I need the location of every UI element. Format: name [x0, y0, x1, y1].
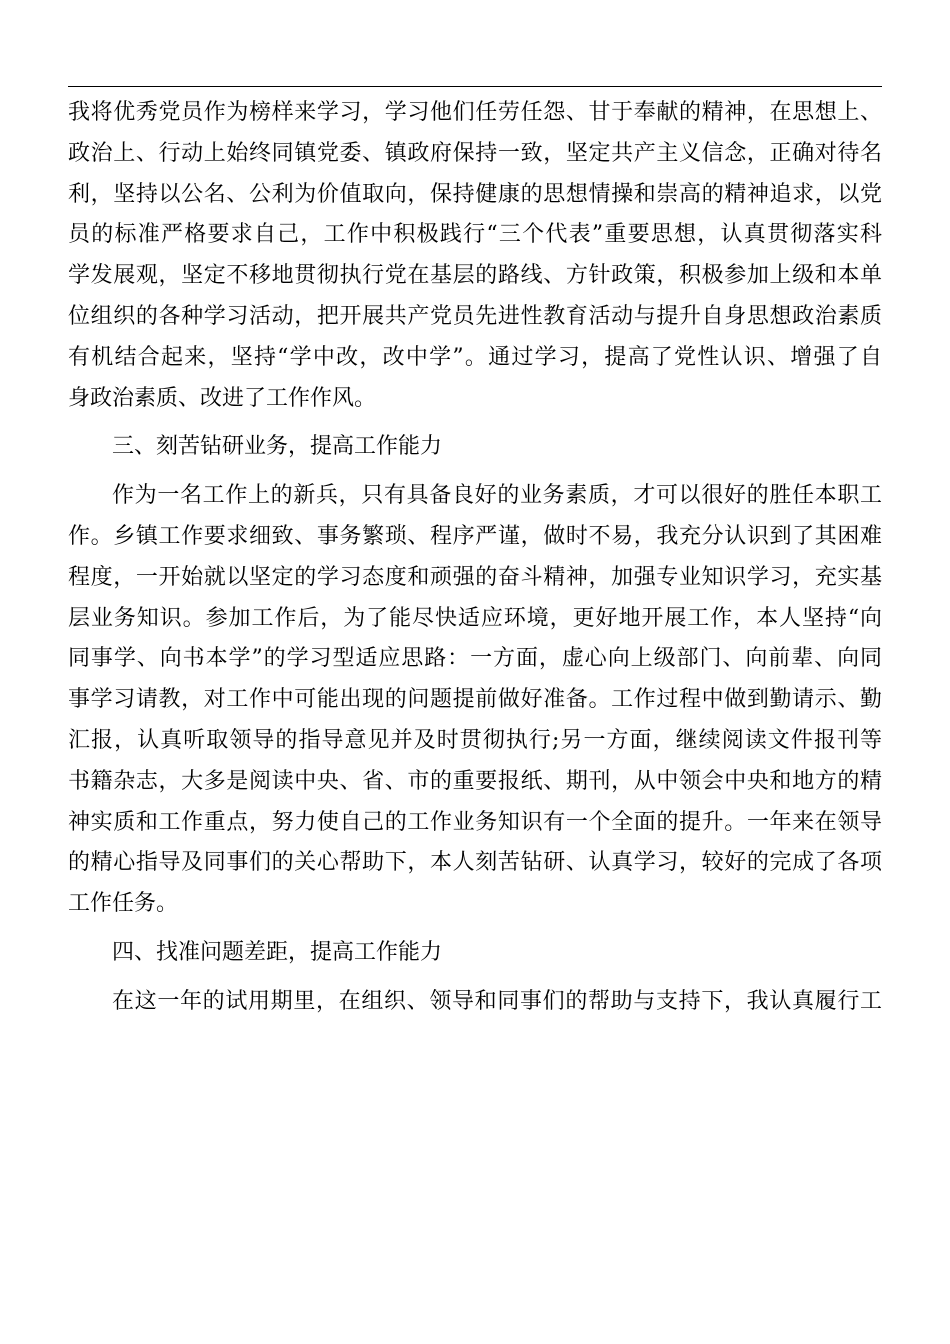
text-line: 有机结合起来，坚持“学中改，改中学”。通过学习，提高了党性认识、增强了自	[68, 344, 882, 370]
text-line: 作为一名工作上的新兵，只有具备良好的业务素质，才可以很好的胜任本职工	[112, 483, 882, 509]
header-rule	[68, 86, 882, 87]
text-line: 的精心指导及同事们的关心帮助下，本人刻苦钻研、认真学习，较好的完成了各项	[68, 850, 882, 876]
text-line: 同事学、向书本学”的学习型适应思路：一方面，虚心向上级部门、向前辈、向同	[68, 646, 882, 672]
document-body	[68, 93, 882, 1023]
text-line: 政治上、行动上始终同镇党委、镇政府保持一致，坚定共产主义信念，正确对待名	[68, 140, 882, 166]
text-line: 员的标准严格要求自己，工作中积极践行“三个代表”重要思想，认真贯彻落实科	[68, 222, 882, 248]
text-line: 神实质和工作重点，努力使自己的工作业务知识有一个全面的提升。一年来在领导	[68, 809, 882, 835]
text-line: 身政治素质、改进了工作作风。	[68, 385, 377, 411]
text-line: 学发展观，坚定不移地贯彻执行党在基层的路线、方针政策，积极参加上级和本单	[68, 263, 882, 289]
text-line: 利，坚持以公名、公利为价值取向，保持健康的思想情操和崇高的精神追求，以党	[68, 181, 882, 207]
paragraph-party-study	[68, 93, 882, 419]
text-line: 事学习请教，对工作中可能出现的问题提前做好准备。工作过程中做到勤请示、勤	[68, 687, 882, 713]
text-line: 层业务知识。参加工作后，为了能尽快适应环境，更好地开展工作，本人坚持“向	[68, 605, 882, 631]
paragraph-probation	[68, 982, 882, 1023]
text-line: 汇报，认真听取领导的指导意见并及时贯彻执行;另一方面，继续阅读文件报刊等	[68, 727, 882, 753]
text-line: 在这一年的试用期里，在组织、领导和同事们的帮助与支持下，我认真履行工	[112, 988, 882, 1014]
paragraph-business-study	[68, 476, 882, 925]
text-line: 位组织的各种学习活动，把开展共产党员先进性教育活动与提升自身思想政治素质	[68, 303, 882, 329]
section-heading-3: 三、刻苦钻研业务，提高工作能力	[112, 434, 443, 460]
text-line: 我将优秀党员作为榜样来学习，学习他们任劳任怨、甘于奉献的精神，在思想上、	[68, 100, 882, 125]
text-line: 工作任务。	[68, 891, 179, 917]
text-line: 书籍杂志，大多是阅读中央、省、市的重要报纸、期刊，从中领会中央和地方的精	[68, 768, 882, 794]
section-heading-4: 四、找准问题差距，提高工作能力	[112, 939, 443, 965]
text-line: 程度，一开始就以坚定的学习态度和顽强的奋斗精神，加强专业知识学习，充实基	[68, 564, 882, 590]
text-line: 作。乡镇工作要求细致、事务繁琐、程序严谨，做时不易，我充分认识到了其困难	[68, 523, 882, 549]
